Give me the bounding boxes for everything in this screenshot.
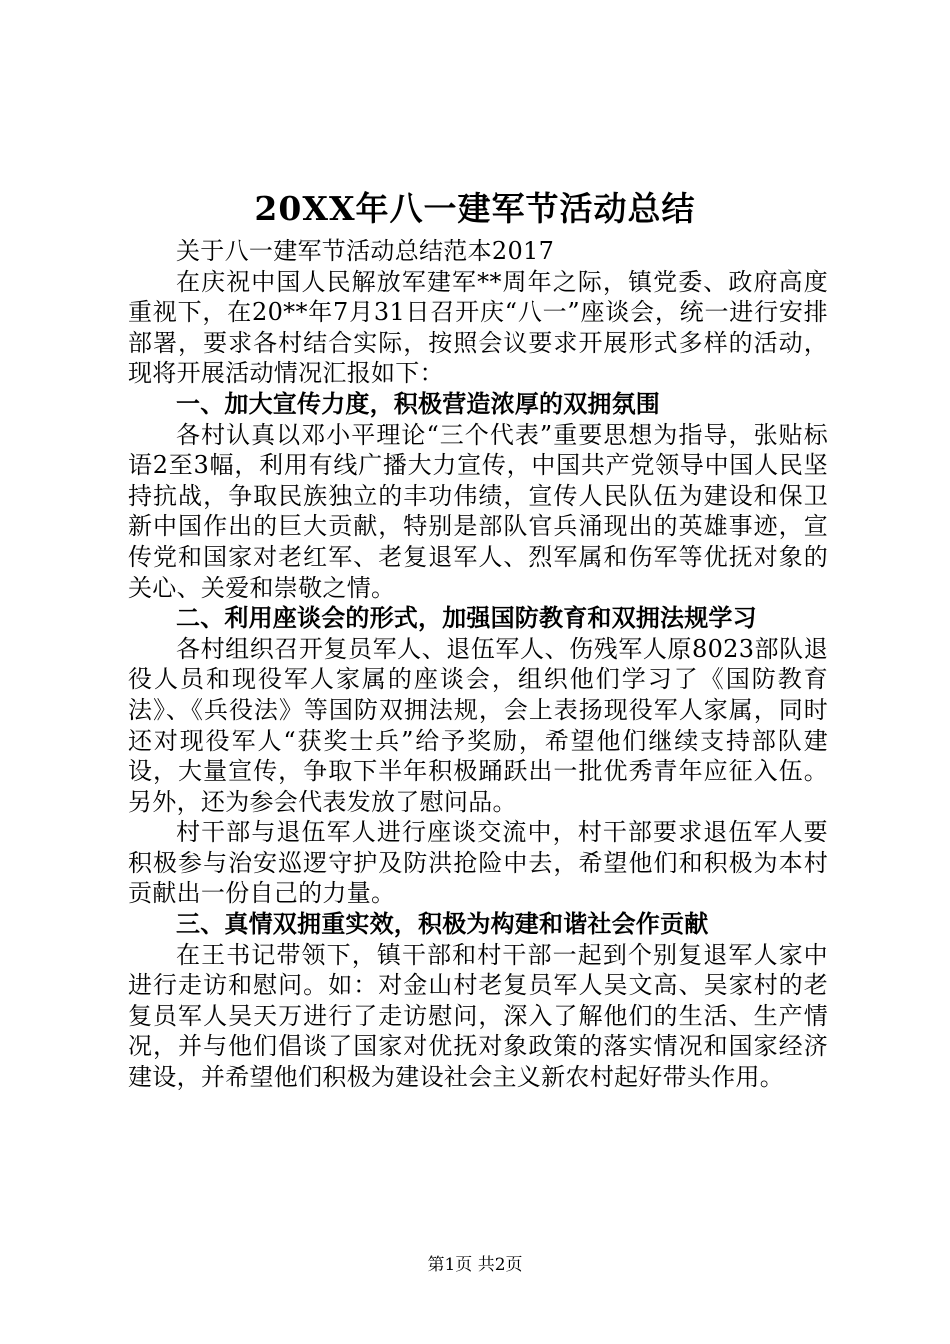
- section-heading-1: 一、加大宣传力度，积极营造浓厚的双拥氛围: [176, 388, 660, 418]
- document-title: 20XX年八一建军节活动总结: [254, 189, 696, 228]
- section-heading-3: 三、真情双拥重实效，积极为构建和谐社会作贡献: [176, 909, 709, 939]
- document-body: [128, 236, 828, 1093]
- intro-paragraph: 在庆祝中国人民解放军建军**周年之际，镇党委、政府高度重视下，在20**年7月31日召开庆“八一”座谈会，统一进行安排部署，要求各村结合实际，按照会议要求开展形式多样的活动，现将开展活动情况汇报如下：: [128, 267, 828, 388]
- section-2-paragraph-1: 各村组织召开复员军人、退伍军人、伤残军人原8023部队退役人员和现役军人家属的座谈会，组织他们学习了《国防教育法》、《兵役法》等国防双拥法规，会上表扬现役军人家属，同时还对现役军人“获奖士兵”给予奖励，希望他们继续支持部队建设，大量宣传，争取下半年积极踊跃出一批优秀青年应征入伍。另外，还为参会代表发放了慰问品。: [128, 634, 828, 816]
- section-2-paragraph-2: 村干部与退伍军人进行座谈交流中，村干部要求退伍军人要积极参与治安巡逻守护及防洪抢险中去，希望他们和积极为本村贡献出一份自己的力量。: [128, 818, 828, 908]
- page-number-footer: 第1页 共2页: [427, 1255, 523, 1275]
- section-3-paragraph: 在王书记带领下，镇干部和村干部一起到个别复退军人家中进行走访和慰问。如：对金山村老复员军人吴文高、吴家村的老复员军人吴天万进行了走访慰问，深入了解他们的生活、生产情况，并与他们倡谈了国家对优抚对象政策的落实情况和国家经济建设，并希望他们积极为建设社会主义新农村起好带头作用。: [128, 940, 828, 1092]
- section-heading-2: 二、利用座谈会的形式，加强国防教育和双拥法规学习: [176, 603, 757, 633]
- subtitle-paragraph: 关于八一建军节活动总结范本2017: [176, 237, 555, 265]
- section-1-paragraph: 各村认真以邓小平理论“三个代表”重要思想为指导，张贴标语2至3幅，利用有线广播大力宣传，中国共产党领导中国人民坚持抗战，争取民族独立的丰功伟绩，宣传人民队伍为建设和保卫新中国作出的巨大贡献，特别是部队官兵涌现出的英雄事迹，宣传党和国家对老红军、老复退军人、烈军属和伤军等优抚对象的关心、关爱和崇敬之情。: [128, 420, 828, 602]
